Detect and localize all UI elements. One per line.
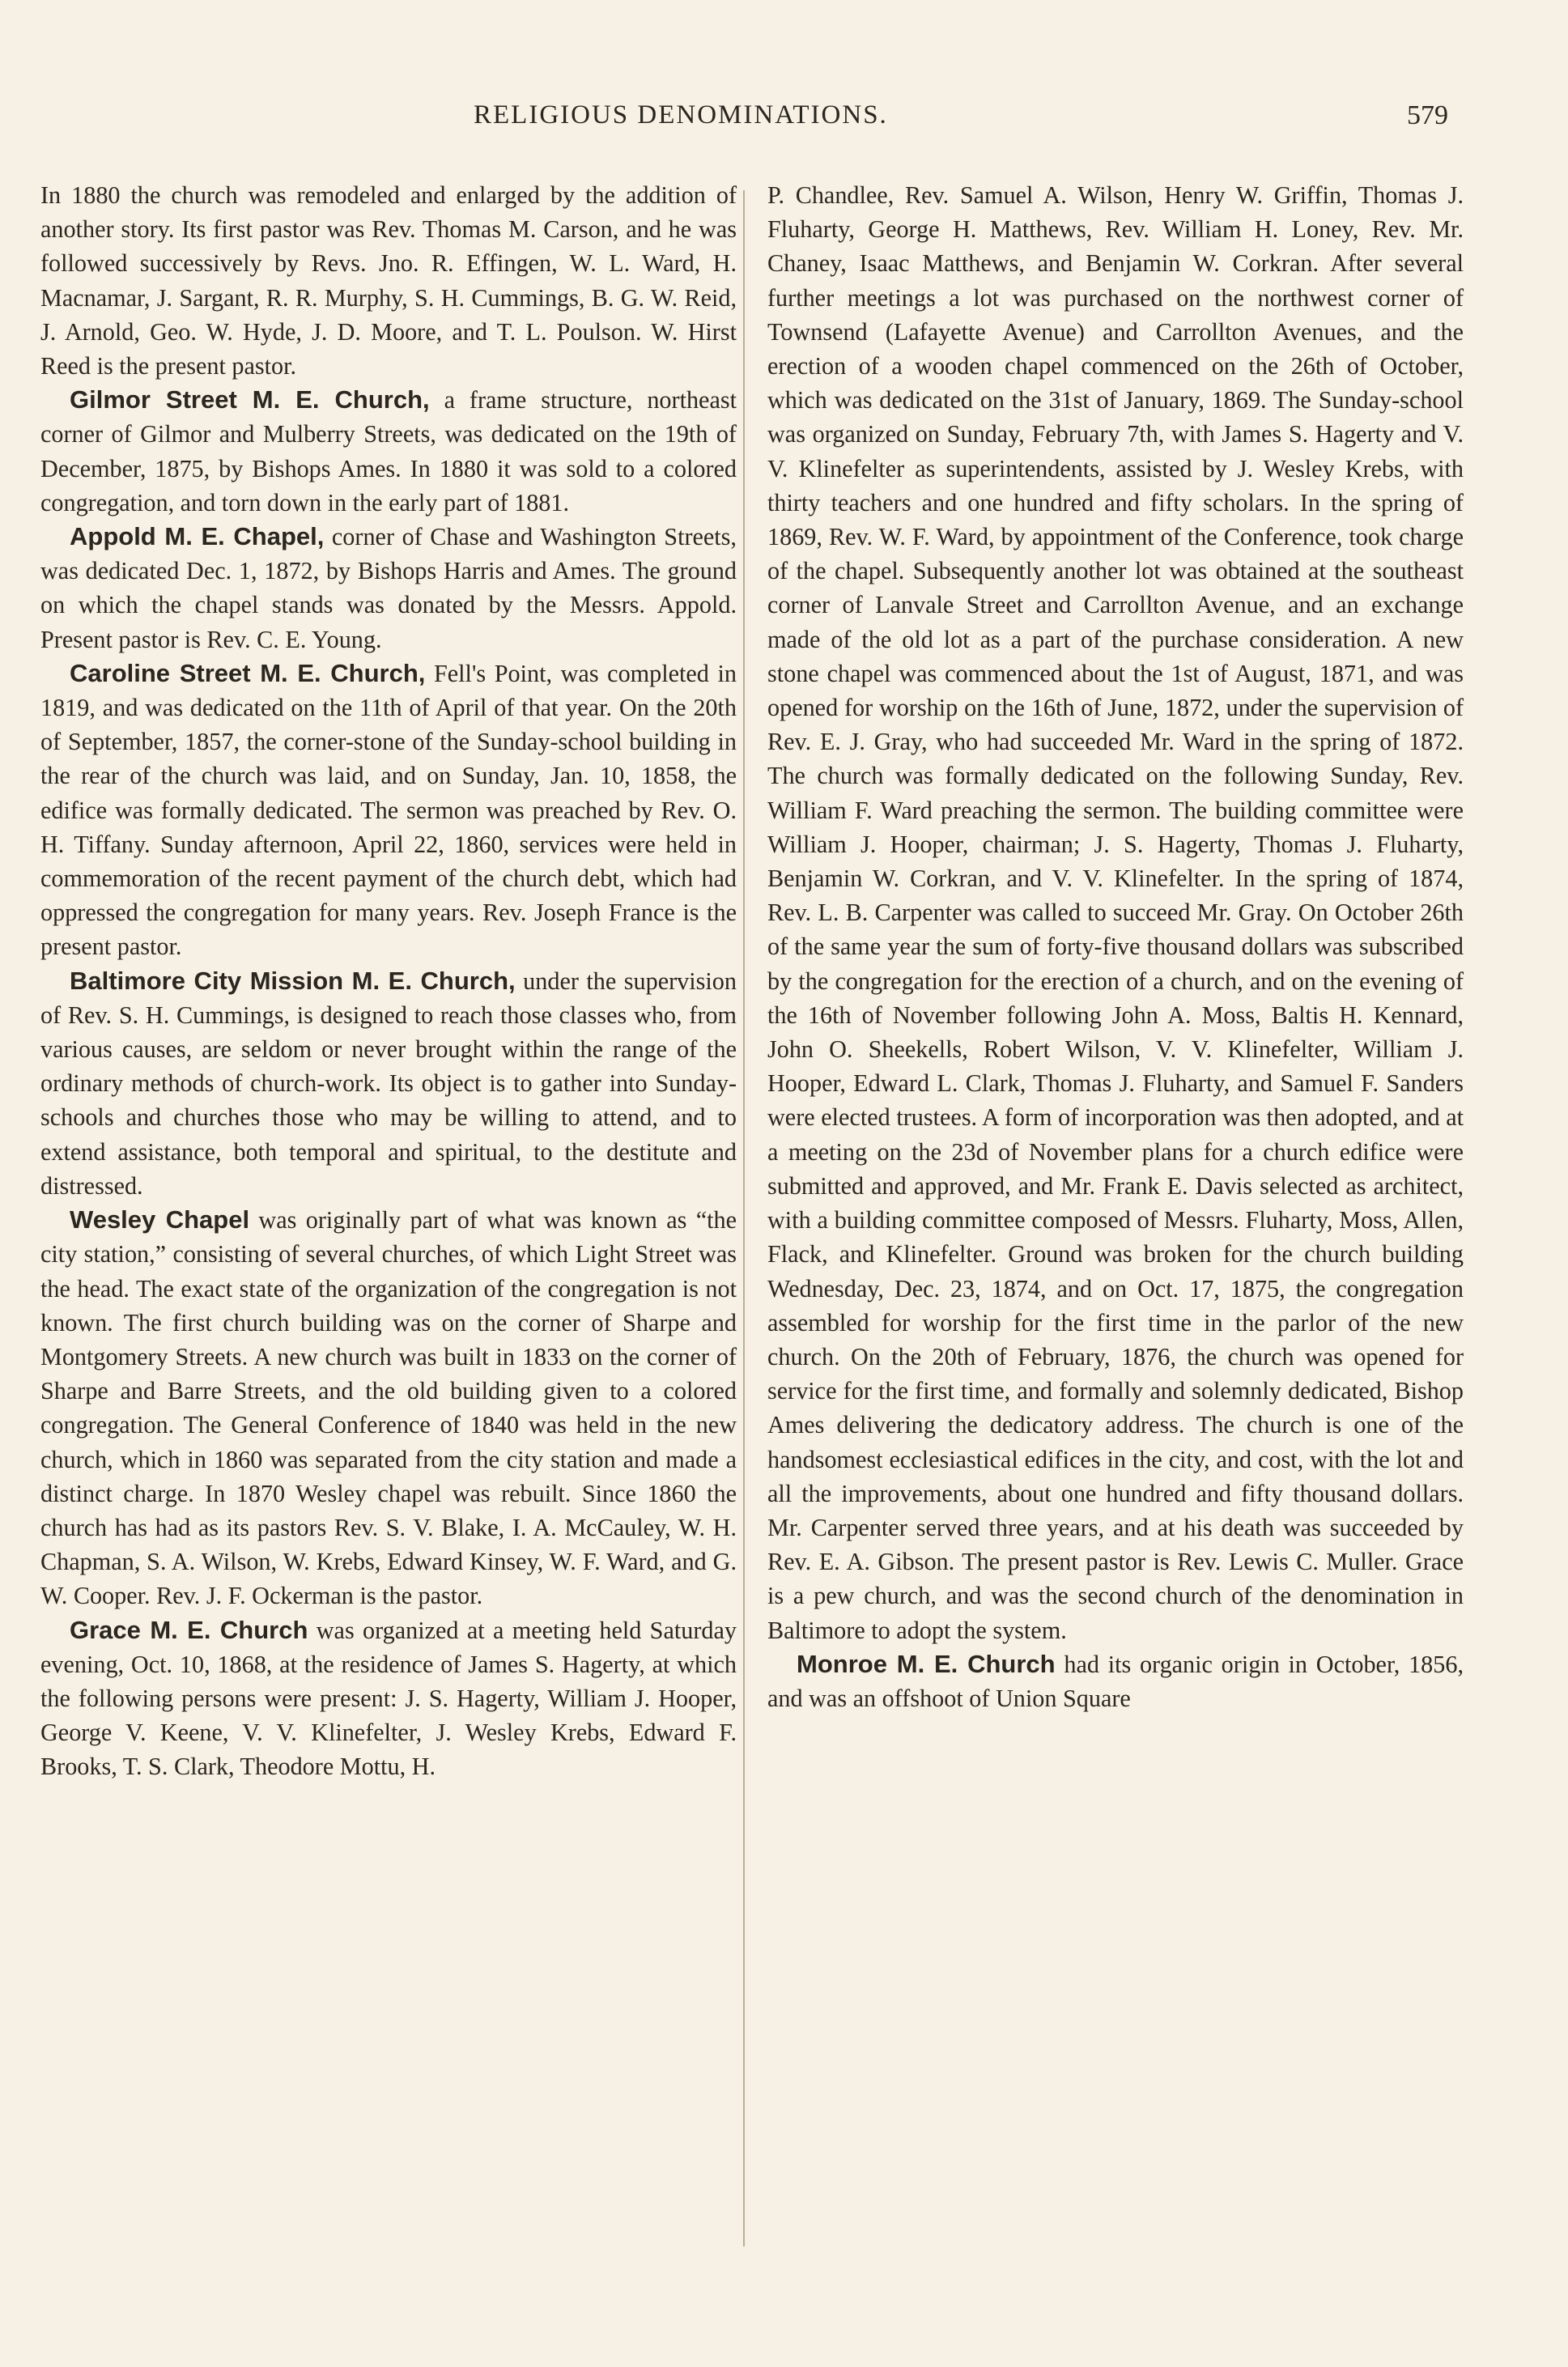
entry-text: was organized at a meeting held Saturday evening, Oct. 10, 1868, at the residence of James S. Hagerty, at which the following persons were present: J. S. Hagerty, William J. Hooper, George V. Keene, V. V. Klinefelter, J. Wesley Krebs, Edward F. Brooks, T. S. Clark, Theodore Mottu, H. (40, 1616, 737, 1781)
paragraph-continued (40, 178, 737, 383)
entry-heading: Caroline Street M. E. Church, (70, 658, 426, 687)
entry-text: a frame structure, northeast corner of Gilmor and Mulberry Streets, was dedicated on the 19th of December, 1875, by Bishops Ames. In 1880 it was sold to a colored congregation, and torn down in the early part of 1881. (40, 386, 737, 516)
entry-wesley-chapel (40, 1203, 737, 1613)
paragraph-text: P. Chandlee, Rev. Samuel A. Wilson, Henry W. Griffin, Thomas J. Fluharty, George H. Matthews, Rev. William H. Loney, Rev. Mr. Chaney, Isaac Matthews, and Benjamin W. Corkran. After several further meetings a lot was purchased on the northwest corner of Townsend (Lafayette Avenue) and Carrollton Avenues, and the erection of a wooden chapel commenced on the 26th of October, which was dedicated on the 31st of January, 1869. The Sunday-school was organized on Sunday, February 7th, with James S. Hagerty and V. V. Klinefelter as superintendents, assisted by J. Wesley Krebs, with thirty teachers and one hundred and fifty scholars. In the spring of 1869, Rev. W. F. Ward, by appointment of the Conference, took charge of the chapel. Subsequently another lot was obtained at the southeast corner of Lanvale Street and Carrollton Avenue, and an exchange made of the old lot as a part of the purchase consideration. A new stone chapel was commenced about the 1st of August, 1871, and was opened for worship on the 16th of June, 1872, under the supervision of Rev. E. J. Gray, who had succeeded Mr. Ward in the spring of 1872. The church was formally dedicated on the following Sunday, Rev. William F. Ward preaching the sermon. The building committee were William J. Hooper, chairman; J. S. Hagerty, Thomas J. Fluharty, Benjamin W. Corkran, and V. V. Klinefelter. In the spring of 1874, Rev. L. B. Carpenter was called to succeed Mr. Gray. On October 26th of the same year the sum of forty-five thousand dollars was subscribed by the congregation for the erection of a church, and on the evening of the 16th of November following John A. Moss, Baltis H. Kennard, John O. Sheekells, Robert Wilson, V. V. Klinefelter, William J. Hooper, Edward L. Clark, Thomas J. Fluharty, and Samuel F. Sanders were elected trustees. A form of incorporation was then adopted, and at a meeting on the 23d of November plans for a church edifice were submitted and approved, and Mr. Frank E. Davis selected as architect, with a building committee composed of Messrs. Fluharty, Moss, Allen, Flack, and Klinefelter. Ground was broken for the church building Wednesday, Dec. 23, 1874, and on Oct. 17, 1875, the congregation assembled for worship for the first time in the parlor of the new church. On the 20th of February, 1876, the church was opened for service for the first time, and formally and solemnly dedicated, Bishop Ames delivering the dedicatory address. The church is one of the handsomest ecclesiastical edifices in the city, and cost, with the lot and all the improvements, about one hundred and fifty thousand dollars. Mr. Carpenter served three years, and at his death was succeeded by Rev. E. A. Gibson. The present pastor is Rev. Lewis C. Muller. Grace is a pew church, and was the second church of the denomination in Baltimore to adopt the system. (767, 181, 1464, 1644)
entry-city-mission (40, 964, 737, 1203)
page-number: 579 (1407, 100, 1448, 130)
running-head: RELIGIOUS DENOMINATIONS. (474, 100, 888, 130)
entry-text: under the supervision of Rev. S. H. Cummings, is designed to reach those classes who, from various causes, are seldom or never brought within the range of the ordinary methods of church-work. Its object is to gather into Sunday-schools and churches those who may be willing to attend, and to extend assistance, both temporal and spiritual, to the destitute and distressed. (40, 967, 737, 1200)
left-column (40, 178, 737, 1784)
entry-gilmor-street (40, 383, 737, 520)
right-column (767, 178, 1464, 1715)
entry-monroe-church (767, 1647, 1464, 1715)
paragraph-continued (767, 178, 1464, 1647)
entry-appold-chapel (40, 520, 737, 657)
entry-text: had its organic origin in October, 1856, and was an offshoot of Union Square (767, 1650, 1464, 1712)
entry-grace-church (40, 1613, 737, 1784)
entry-heading: Wesley Chapel (70, 1205, 250, 1234)
entry-heading: Gilmor Street M. E. Church, (70, 385, 430, 414)
entry-text: was originally part of what was known as “the city station,” consisting of several churches, of which Light Street was the head. The exact state of the organization of the congregation is not known. The first church building was on the corner of Sharpe and Montgomery Streets. A new church was built in 1833 on the corner of Sharpe and Barre Streets, and the old building given to a colored congregation. The General Conference of 1840 was held in the new church, which in 1860 was separated from the city station and made a distinct charge. In 1870 Wesley chapel was rebuilt. Since 1860 the church has had as its pastors Rev. S. V. Blake, I. A. McCauley, W. H. Chapman, S. A. Wilson, W. Krebs, Edward Kinsey, W. F. Ward, and G. W. Cooper. Rev. J. F. Ockerman is the pastor. (40, 1206, 737, 1610)
entry-text: corner of Chase and Washington Streets, was dedicated Dec. 1, 1872, by Bishops Harris and Ames. The ground on which the chapel stands was donated by the Messrs. Appold. Present pastor is Rev. C. E. Young. (40, 523, 737, 653)
column-divider (743, 190, 745, 2246)
entry-heading: Appold M. E. Chapel, (70, 522, 325, 551)
page-header (0, 100, 1568, 149)
entry-caroline-street (40, 657, 737, 964)
entry-heading: Monroe M. E. Church (797, 1649, 1056, 1678)
entry-text: Fell's Point, was completed in 1819, and was dedicated on the 11th of April of that year. On the 20th of September, 1857, the corner-stone of the Sunday-school building in the rear of the church was laid, and on Sunday, Jan. 10, 1858, the edifice was formally dedicated. The sermon was preached by Rev. O. H. Tiffany. Sunday afternoon, April 22, 1860, services were held in commemoration of the recent payment of the church debt, which had oppressed the congregation for many years. Rev. Joseph France is the present pastor. (40, 659, 737, 961)
entry-heading: Grace M. E. Church (70, 1615, 308, 1644)
entry-heading: Baltimore City Mission M. E. Church, (70, 966, 516, 995)
paragraph-text: In 1880 the church was remodeled and enlarged by the addition of another story. Its first pastor was Rev. Thomas M. Carson, and he was followed successively by Revs. Jno. R. Effingen, W. L. Ward, H. Macnamar, J. Sargant, R. R. Murphy, S. H. Cummings, B. G. W. Reid, J. Arnold, Geo. W. Hyde, J. D. Moore, and T. L. Poulson. W. Hirst Reed is the present pastor. (40, 181, 737, 380)
